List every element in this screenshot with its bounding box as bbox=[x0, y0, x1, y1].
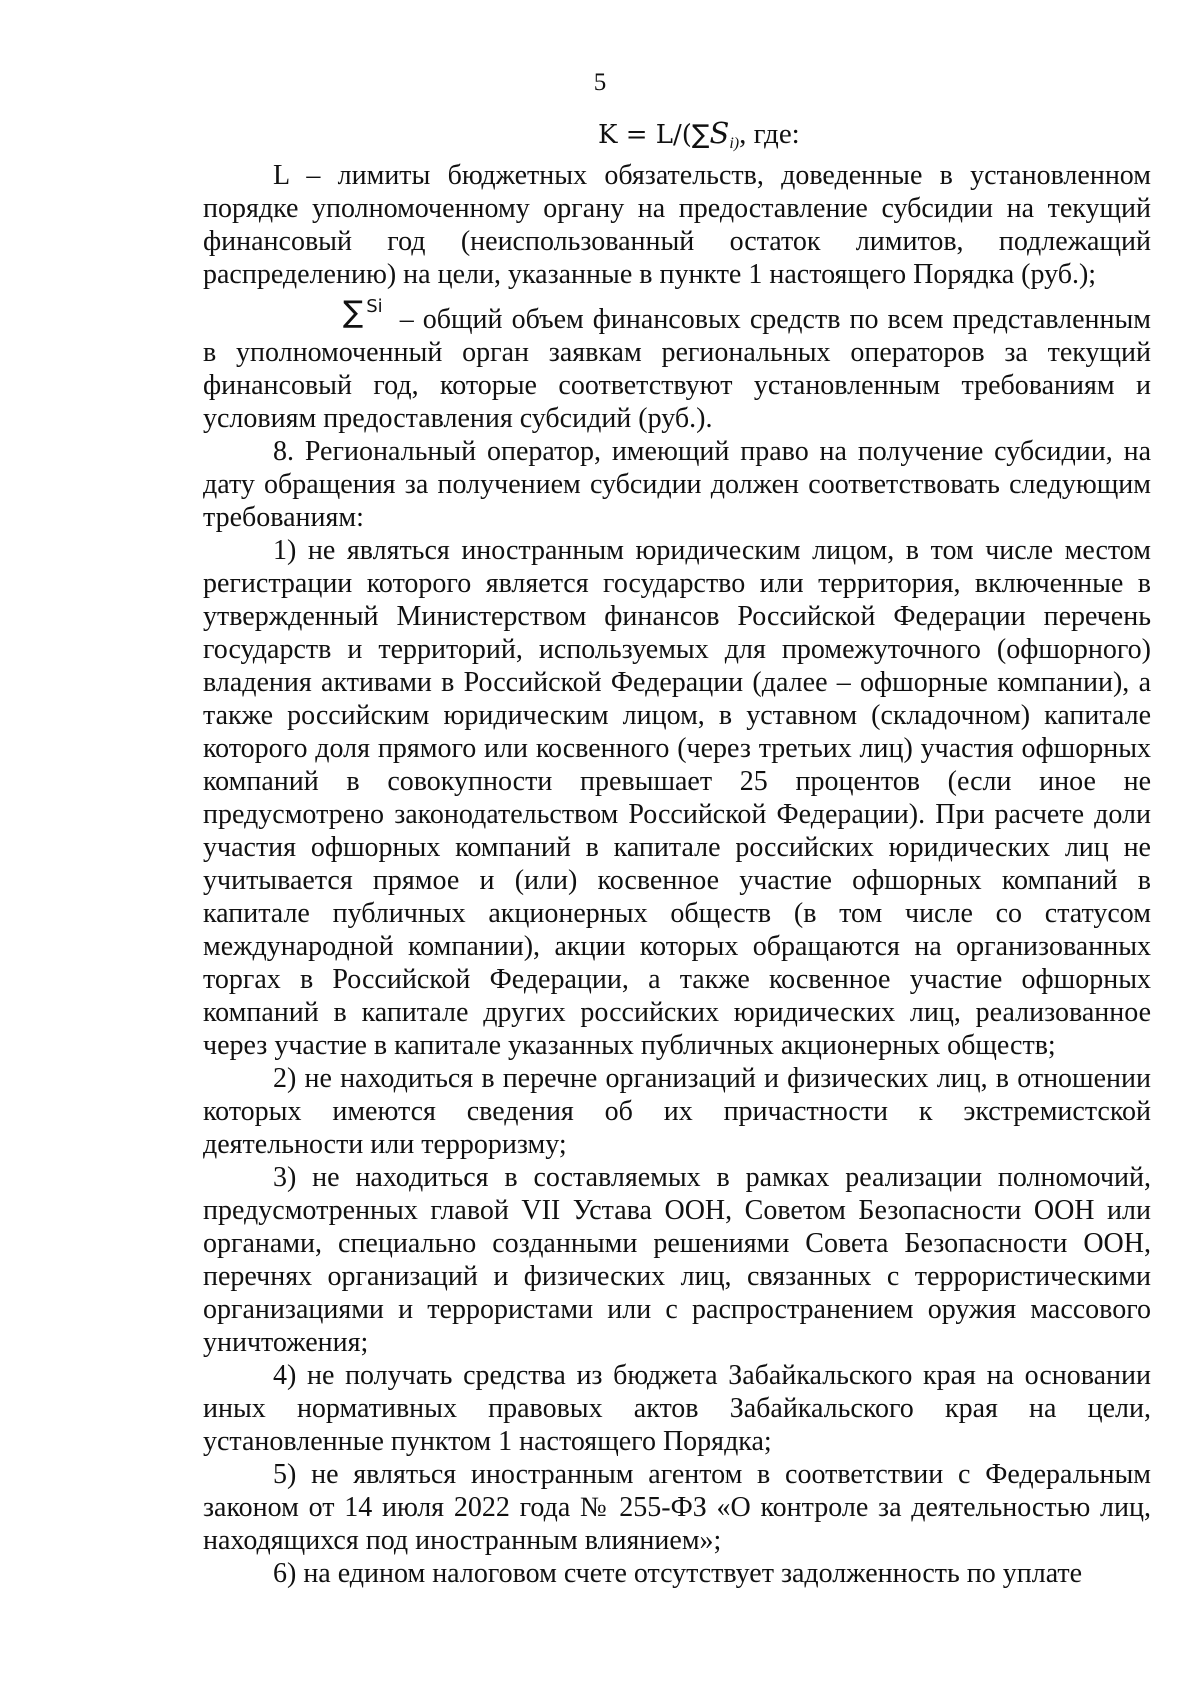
formula-subscript: i bbox=[729, 135, 734, 152]
definition-l: L – лимиты бюджетных обязательств, доведенные в установленном порядке уполномоченному органу на предоставление субсидии на текущий финансовый год (неиспользованный остаток лимитов, подлежащий распределению) на цели, указанные в пункте 1 настоящего Порядка (руб.); bbox=[203, 160, 1151, 290]
requirement-6: 6) на едином налоговом счете отсутствует задолженность по уплате bbox=[273, 1558, 1083, 1589]
sigma-subscript: Si bbox=[366, 296, 383, 317]
requirement-5: 5) не являться иностранным агентом в соответствии с Федеральным законом от 14 июля 2022 года № 255-ФЗ «О контроле за деятельностью лиц, находящихся под иностранным влиянием»; bbox=[203, 1459, 1151, 1556]
page-number: 5 bbox=[593, 69, 607, 96]
formula-close: ) bbox=[733, 135, 740, 152]
requirement-3: 3) не находиться в составляемых в рамках реализации полномочий, предусмотренных главой VII Устава ООН, Советом Безопасности ООН или органами, специально созданными решениями Совета Безопасности ООН, перечнях организаций и физических лиц, связанных с террористическими организациями и террористами или с распространением оружия массового уничтожения; bbox=[203, 1162, 1151, 1358]
paragraph-8: 8. Региональный оператор, имеющий право на получение субсидии, на дату обращения за получением субсидии должен соответствовать следующим требованиям: bbox=[203, 436, 1151, 533]
requirement-2: 2) не находиться в перечне организаций и физических лиц, в отношении которых имеются сведения об их причастности к экстремистской деятельности или терроризму; bbox=[203, 1063, 1151, 1160]
formula-s: S bbox=[709, 116, 730, 150]
sigma-symbol bbox=[273, 290, 383, 329]
definition-sigma bbox=[203, 296, 1151, 435]
sigma-definition-text: – общий объем финансовых средств по всем представленным в уполномоченный орган заявкам региональных операторов за текущий финансовый год, которые соответствуют установленным требованиям и условиям предоставления субсидий (руб.). bbox=[203, 304, 1151, 434]
subsidy-coefficient-formula bbox=[598, 116, 800, 161]
sigma-glyph: ∑ bbox=[343, 295, 364, 330]
formula-lhs: K = L/( bbox=[598, 120, 692, 150]
requirement-1: 1) не являться иностранным юридическим лицом, в том числе местом регистрации которого является государство или территория, включенные в утвержденный Министерством финансов Российской Федерации перечень государств и территорий, используемых для промежуточного (офшорного) владения активами в Российской Федерации (далее – офшорные компании), а также российским юридическим лицом, в уставном (складочном) капитале которого доля прямого или косвенного (через третьих лиц) участия офшорных компаний в совокупности превышает 25 процентов (если иное не предусмотрено законодательством Российской Федерации). При расчете доли участия офшорных компаний в капитале российских юридических лиц не учитывается прямое и (или) косвенное участие офшорных компаний в капитале публичных акционерных обществ (в том числе со статусом международной компании), акции которых обращаются на организованных торгах в Российской Федерации, а также косвенное участие офшорных компаний в капитале других российских юридических лиц, реализованное через участие в капитале указанных публичных акционерных обществ; bbox=[203, 535, 1151, 1061]
formula-suffix: , где: bbox=[739, 118, 800, 150]
document-body bbox=[203, 159, 1151, 1590]
formula-sum-symbol: ∑ bbox=[691, 120, 710, 150]
requirement-4: 4) не получать средства из бюджета Забайкальского края на основании иных нормативных правовых актов Забайкальского края на цели, установленные пунктом 1 настоящего Порядка; bbox=[203, 1360, 1151, 1457]
